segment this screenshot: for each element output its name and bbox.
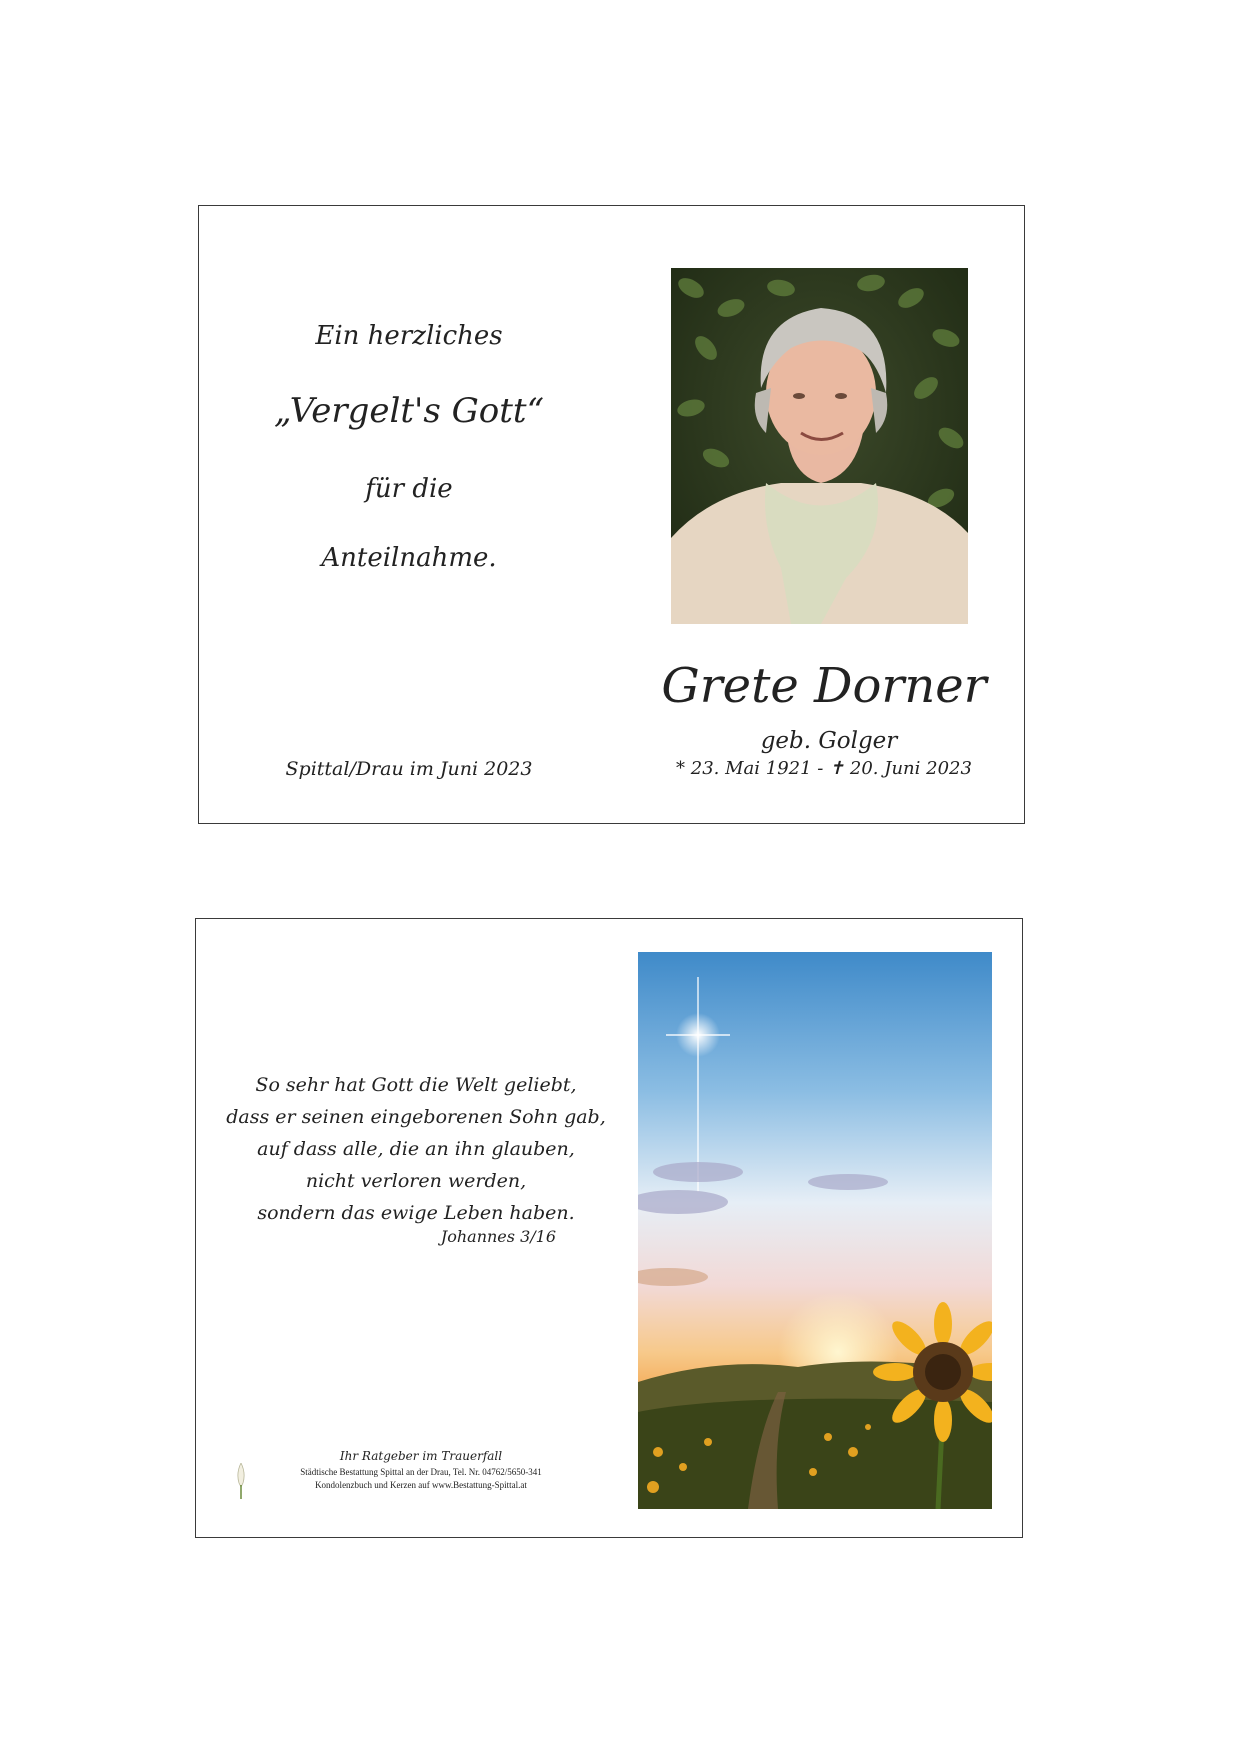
thanks-line-1: Ein herzliches — [315, 321, 503, 351]
verse-line: sondern das ewige Leben haben. — [257, 1202, 575, 1224]
maiden-name: geb. Golger — [760, 728, 898, 754]
verse-reference: Johannes 3/16 — [440, 1227, 556, 1246]
thank-you-card-back — [195, 918, 1023, 1538]
lily-icon — [236, 1463, 246, 1499]
verse-line: dass er seinen eingeborenen Sohn gab, — [226, 1106, 606, 1128]
thanks-line-4: Anteilnahme. — [321, 543, 497, 573]
deceased-name: Grete Dorner — [661, 658, 987, 714]
verse-line: auf dass alle, die an ihn glauben, — [257, 1138, 575, 1160]
portrait-photo — [671, 268, 968, 624]
thanks-line-3: für die — [365, 474, 453, 504]
footer-contact: Städtische Bestattung Spittal an der Drau, Tel. Nr. 04762/5650-341 — [300, 1467, 542, 1477]
place-and-date: Spittal/Drau im Juni 2023 — [285, 758, 533, 780]
footer-website: Kondolenzbuch und Kerzen auf www.Bestattung-Spittal.at — [315, 1480, 527, 1490]
verse-line: nicht verloren werden, — [305, 1170, 527, 1192]
footer-slogan: Ihr Ratgeber im Trauerfall — [339, 1449, 503, 1463]
verse-line: So sehr hat Gott die Welt geliebt, — [255, 1074, 577, 1096]
thanks-line-2: „Vergelt's Gott“ — [274, 391, 544, 431]
sunflower-landscape-image — [638, 952, 992, 1509]
bible-verse — [216, 1069, 616, 1229]
thank-you-card-front — [198, 205, 1025, 824]
life-dates: * 23. Mai 1921 - ✝ 20. Juni 2023 — [676, 758, 972, 779]
